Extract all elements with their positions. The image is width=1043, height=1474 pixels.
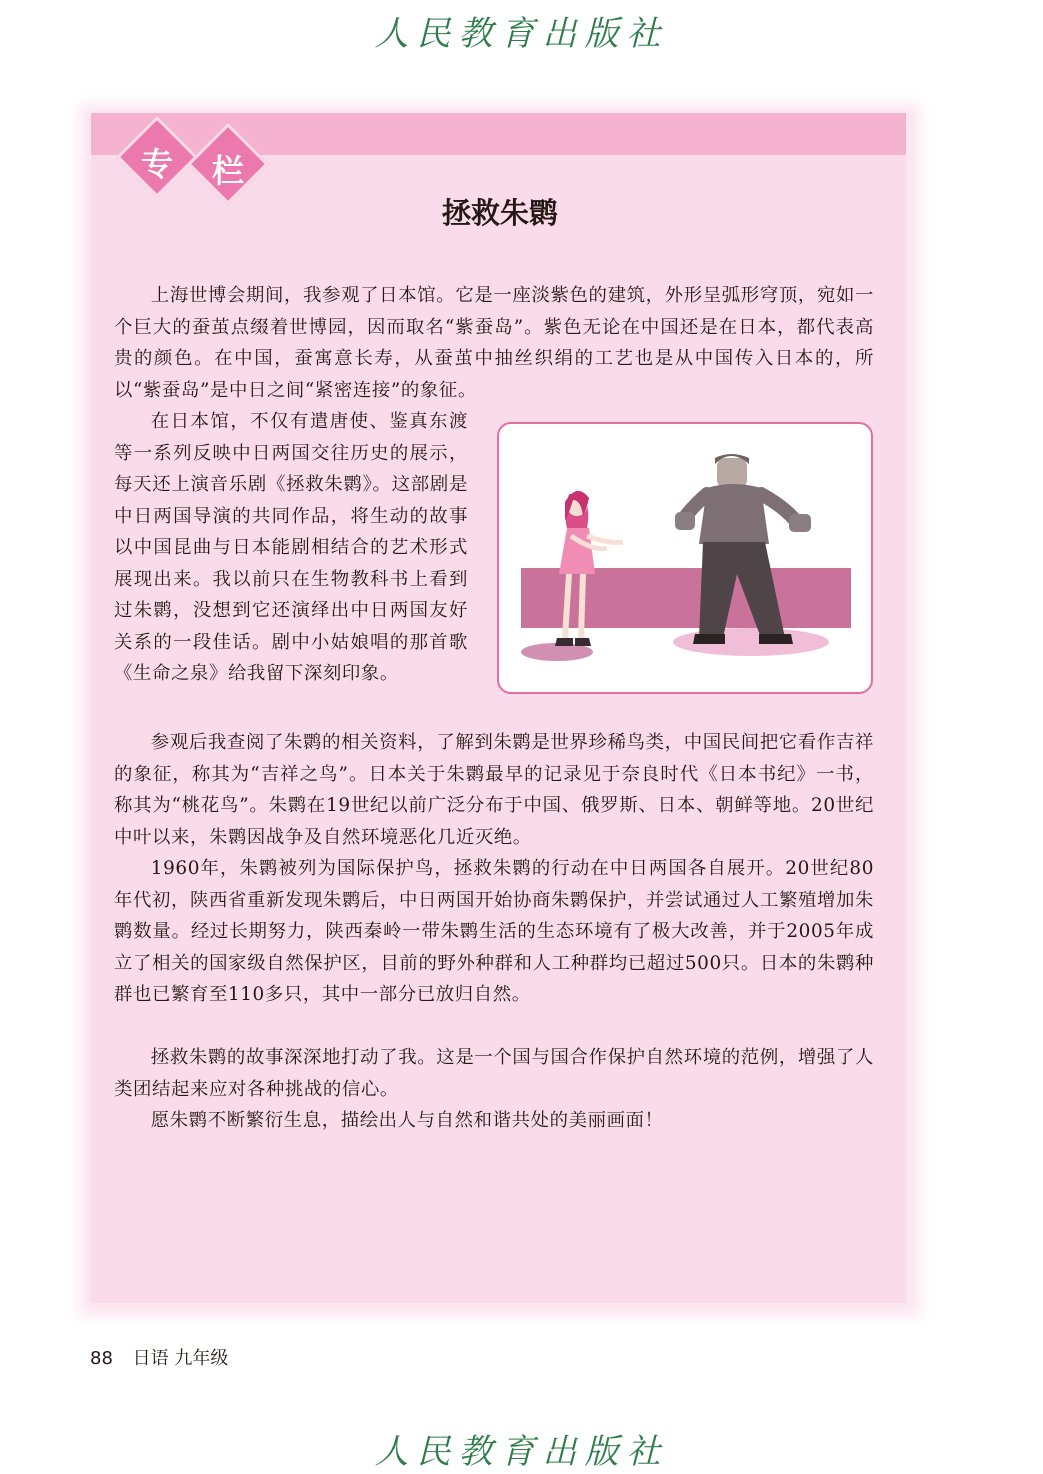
paragraph: 上海世博会期间，我参观了日本馆。它是一座淡紫色的建筑，外形呈弧形穹顶，宛如一个巨大的蚕茧点缀着世博园，因而取名“紫蚕岛”。紫色无论在中国还是在日本，都代表高贵的颜色。在中国，蚕寓意长寿，从蚕茧中抽丝织绢的工艺也是从中国传入日本的，所以“紫蚕岛”是中日之间“紧密连接”的象征。 — [114, 285, 874, 401]
paragraph: 愿朱鹮不断繁衍生息，描绘出人与自然和谐共处的美丽画面！ — [150, 1110, 664, 1131]
publisher-mark-top: 人民教育出版社 — [374, 14, 669, 54]
stage-illustration — [499, 424, 871, 692]
article-title: 拯救朱鹮 — [441, 196, 558, 230]
illustration — [497, 422, 873, 694]
book-title: 日语 九年级 — [132, 1348, 229, 1369]
publisher-mark-bottom: 人民教育出版社 — [374, 1432, 669, 1472]
column-badge-char: 专 — [140, 145, 173, 183]
paragraph: 在日本馆，不仅有遣唐使、鉴真东渡等一系列反映中日两国交往历史的展示，每天还上演音乐剧《拯救朱鹮》。这部剧是中日两国导演的共同作品，将生动的故事以中国昆曲与日本能剧相结合的艺术形式展现出来。我以前只在生物教科书上看到过朱鹮，没想到它还演绎出中日两国友好关系的一段佳话。剧中小姑娘唱的那首歌《生命之泉》给我留下深刻印象。 — [114, 411, 468, 684]
paragraph: 参观后我查阅了朱鹮的相关资料，了解到朱鹮是世界珍稀鸟类，中国民间把它看作吉祥的象征，称其为“吉祥之鸟”。日本关于朱鹮最早的记录见于奈良时代《日本书纪》一书，称其为“桃花鸟”。朱鹮在19世纪以前广泛分布于中国、俄罗斯、日本、朝鲜等地。20世纪中叶以来，朱鹮因战争及自然环境恶化几近灭绝。 — [114, 732, 874, 848]
paragraph: 拯救朱鹮的故事深深地打动了我。这是一个国与国合作保护自然环境的范例，增强了人类团结起来应对各种挑战的信心。 — [114, 1047, 874, 1100]
page-footer — [90, 1344, 228, 1370]
column-badge-char: 栏 — [211, 152, 244, 190]
page-number: 88 — [90, 1348, 113, 1369]
paragraph: 1960年，朱鹮被列为国际保护鸟，拯救朱鹮的行动在中日两国各自展开。20世纪80年代初，陕西省重新发现朱鹮后，中日两国开始协商朱鹮保护，并尝试通过人工繁殖增加朱鹮数量。经过长期努力，陕西秦岭一带朱鹮生活的生态环境有了极大改善，并于2005年成立了相关的国家级自然保护区，目前的野外种群和人工种群均已超过500只。日本的朱鹮种群也已繁育至110多只，其中一部分已放归自然。 — [114, 858, 874, 1005]
